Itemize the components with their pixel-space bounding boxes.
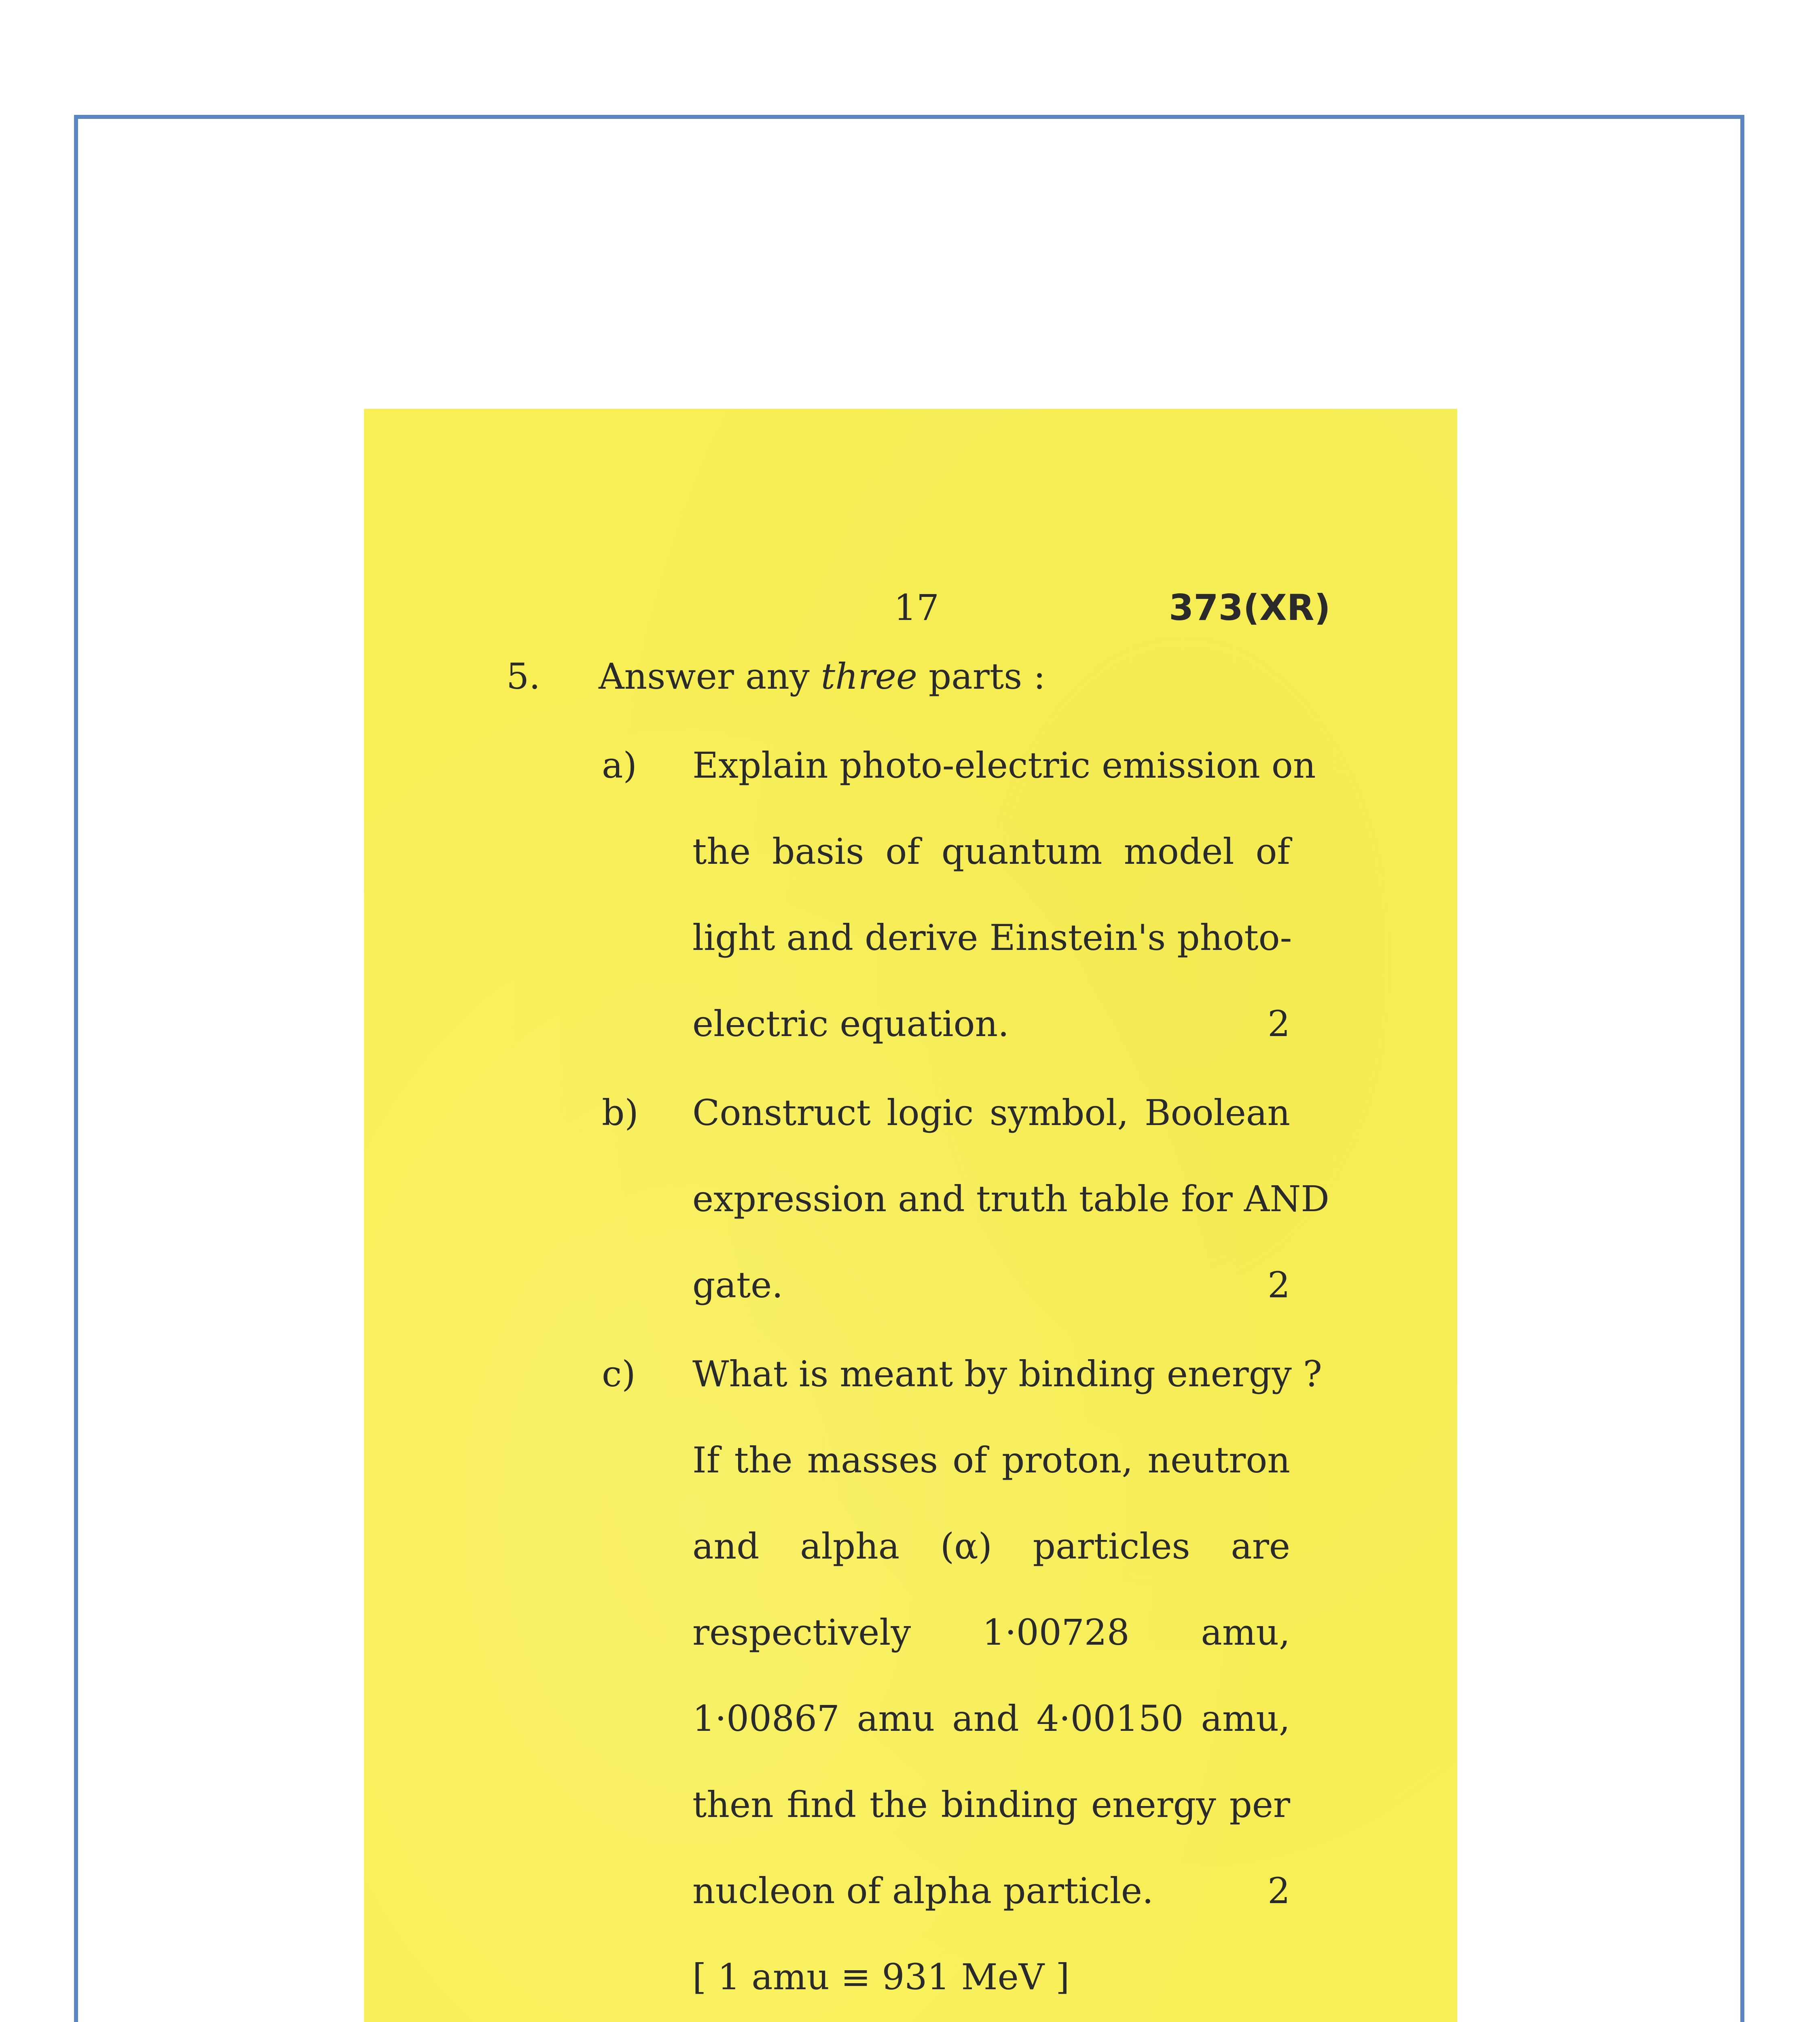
question-number: 5. (506, 656, 540, 697)
part-c-line: What is meant by binding energy ? (692, 1353, 1322, 1395)
part-b-line: gate. (692, 1264, 783, 1306)
part-c-line: respectively 1·00728 amu, (692, 1612, 1290, 1653)
part-c-line: and alpha (α) particles are (692, 1525, 1290, 1567)
intro-prefix: Answer any (599, 656, 821, 697)
part-a-line: electric equation. (692, 1003, 1009, 1045)
part-c-line: 1·00867 amu and 4·00150 amu, (692, 1698, 1290, 1739)
part-c-line: nucleon of alpha particle. (692, 1870, 1153, 1912)
part-a-label: a) (602, 745, 637, 786)
part-c-label: c) (602, 1353, 636, 1395)
part-a-line: light and derive Einstein's photo- (692, 917, 1292, 958)
question-intro (599, 656, 1045, 697)
page-number: 17 (894, 587, 939, 628)
part-b-line: expression and truth table for AND (692, 1178, 1329, 1220)
intro-emphasis: three (821, 656, 917, 697)
part-c-line: then find the binding energy per (692, 1784, 1290, 1825)
exam-paper-scan: 17 373(XR) 5. Answer any three parts : a) Explain photo-electric emission on the basis of quantum model of light and derive Einstein's photo- electric equation. 2 b) Construct logic symbol, Boolean expression and truth table for AND gate. 2 c) What is meant by binding energy ? If the masses of proton, neutron and alpha (α) particles are respectively 1·00728 amu, 1·00867 amu and 4·00150 amu, then find the binding energy per nucleon of alpha particle. 2 [ 1 amu ≡ 931 MeV ] (364, 409, 1457, 2022)
part-c-note: [ 1 amu ≡ 931 MeV ] (692, 1956, 1070, 1998)
part-a-line: Explain photo-electric emission on (692, 745, 1316, 786)
paper-code: 373(XR) (1169, 587, 1331, 628)
part-b-label: b) (602, 1092, 639, 1134)
part-c-line: If the masses of proton, neutron (692, 1439, 1290, 1481)
part-a-line: the basis of quantum model of (692, 831, 1290, 872)
part-b-line: Construct logic symbol, Boolean (692, 1092, 1290, 1134)
intro-suffix: parts : (917, 656, 1045, 697)
